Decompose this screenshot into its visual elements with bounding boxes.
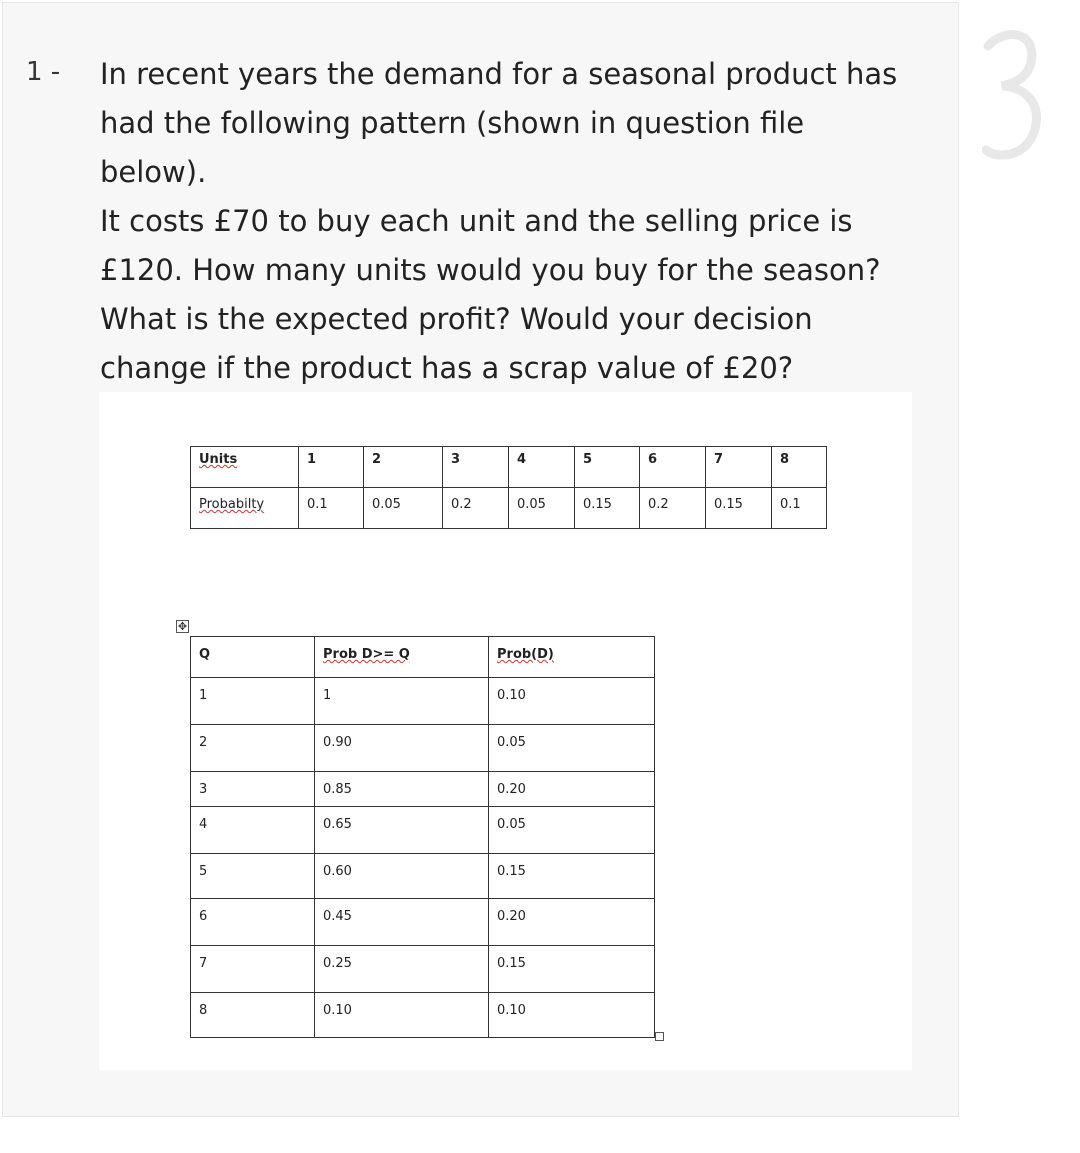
table-cell[interactable]: 3: [443, 447, 509, 488]
table-row: [191, 807, 655, 854]
demand-table: [190, 446, 827, 529]
table-row: [191, 725, 655, 772]
table-cell[interactable]: 2: [191, 725, 315, 772]
question-line: had the following pattern (shown in question file: [100, 106, 805, 140]
table-cell[interactable]: 0.20: [489, 899, 655, 946]
question-text: [100, 50, 930, 393]
table-cell[interactable]: 0.15: [575, 488, 640, 529]
table-cell[interactable]: 0.20: [489, 772, 655, 807]
table-cell[interactable]: 0.05: [489, 725, 655, 772]
table-cell[interactable]: [191, 488, 299, 529]
move-arrows-icon[interactable]: ✥: [177, 620, 188, 633]
table-cell[interactable]: 1: [315, 678, 489, 725]
table-cell[interactable]: 0.2: [443, 488, 509, 529]
question-line: £120. How many units would you buy for the season?: [100, 253, 881, 287]
table-cell[interactable]: 7: [706, 447, 772, 488]
document-sheet: [99, 392, 912, 1070]
header-prob-d: Prob(D): [497, 647, 554, 662]
table-cell[interactable]: 1: [299, 447, 364, 488]
table-row: [191, 772, 655, 807]
table-cell[interactable]: 5: [575, 447, 640, 488]
table-cell[interactable]: 0.15: [489, 854, 655, 899]
table-cell[interactable]: 0.25: [315, 946, 489, 993]
table-row: [191, 993, 655, 1038]
question-line: What is the expected profit? Would your decision: [100, 302, 813, 336]
table-cell[interactable]: 0.45: [315, 899, 489, 946]
table-cell[interactable]: Q: [191, 637, 315, 678]
table-cell[interactable]: 0.10: [489, 993, 655, 1038]
probability-label: Probabilty: [199, 497, 265, 512]
question-line: It costs £70 to buy each unit and the selling price is: [100, 204, 853, 238]
question-line: change if the product has a scrap value of £20?: [100, 351, 794, 385]
table-row: [191, 946, 655, 993]
table-cell[interactable]: 8: [772, 447, 827, 488]
table-row: [191, 899, 655, 946]
cumulative-table: [190, 636, 655, 1038]
table-cell[interactable]: [191, 447, 299, 488]
table-cell[interactable]: 2: [364, 447, 443, 488]
table-cell[interactable]: 0.15: [489, 946, 655, 993]
table-cell[interactable]: 4: [191, 807, 315, 854]
table-cell[interactable]: 0.65: [315, 807, 489, 854]
table-cell[interactable]: 0.05: [509, 488, 575, 529]
table-cell[interactable]: 5: [191, 854, 315, 899]
question-line: In recent years the demand for a seasonal product has: [100, 57, 898, 91]
table-row: [191, 447, 827, 488]
units-label: Units: [199, 452, 238, 467]
handwritten-mark: [982, 24, 1042, 164]
table-cell[interactable]: 4: [509, 447, 575, 488]
table-cell[interactable]: 0.10: [315, 993, 489, 1038]
table-row: [191, 854, 655, 899]
table-cell[interactable]: 6: [191, 899, 315, 946]
question-line: below).: [100, 155, 207, 189]
table-cell[interactable]: [315, 637, 489, 678]
table-cell[interactable]: 0.2: [640, 488, 706, 529]
table-cell[interactable]: 0.10: [489, 678, 655, 725]
table-header-row: [191, 637, 655, 678]
table-cell[interactable]: 7: [191, 946, 315, 993]
question-number: 1 -: [26, 57, 61, 87]
table-cell[interactable]: 0.05: [364, 488, 443, 529]
table-cell[interactable]: 0.90: [315, 725, 489, 772]
table-cell[interactable]: 6: [640, 447, 706, 488]
table-cell[interactable]: [489, 637, 655, 678]
table-row: [191, 678, 655, 725]
table-cell[interactable]: 0.1: [772, 488, 827, 529]
table-cell[interactable]: 3: [191, 772, 315, 807]
table-cell[interactable]: 0.05: [489, 807, 655, 854]
table-cell[interactable]: 0.1: [299, 488, 364, 529]
header-prob-ge: Prob D>= Q: [323, 647, 410, 662]
table-row: [191, 488, 827, 529]
table-cell[interactable]: 1: [191, 678, 315, 725]
resize-square-icon[interactable]: [655, 1032, 664, 1041]
table-cell[interactable]: 0.15: [706, 488, 772, 529]
table-cell[interactable]: 0.85: [315, 772, 489, 807]
table-cell[interactable]: 0.60: [315, 854, 489, 899]
table-cell[interactable]: 8: [191, 993, 315, 1038]
